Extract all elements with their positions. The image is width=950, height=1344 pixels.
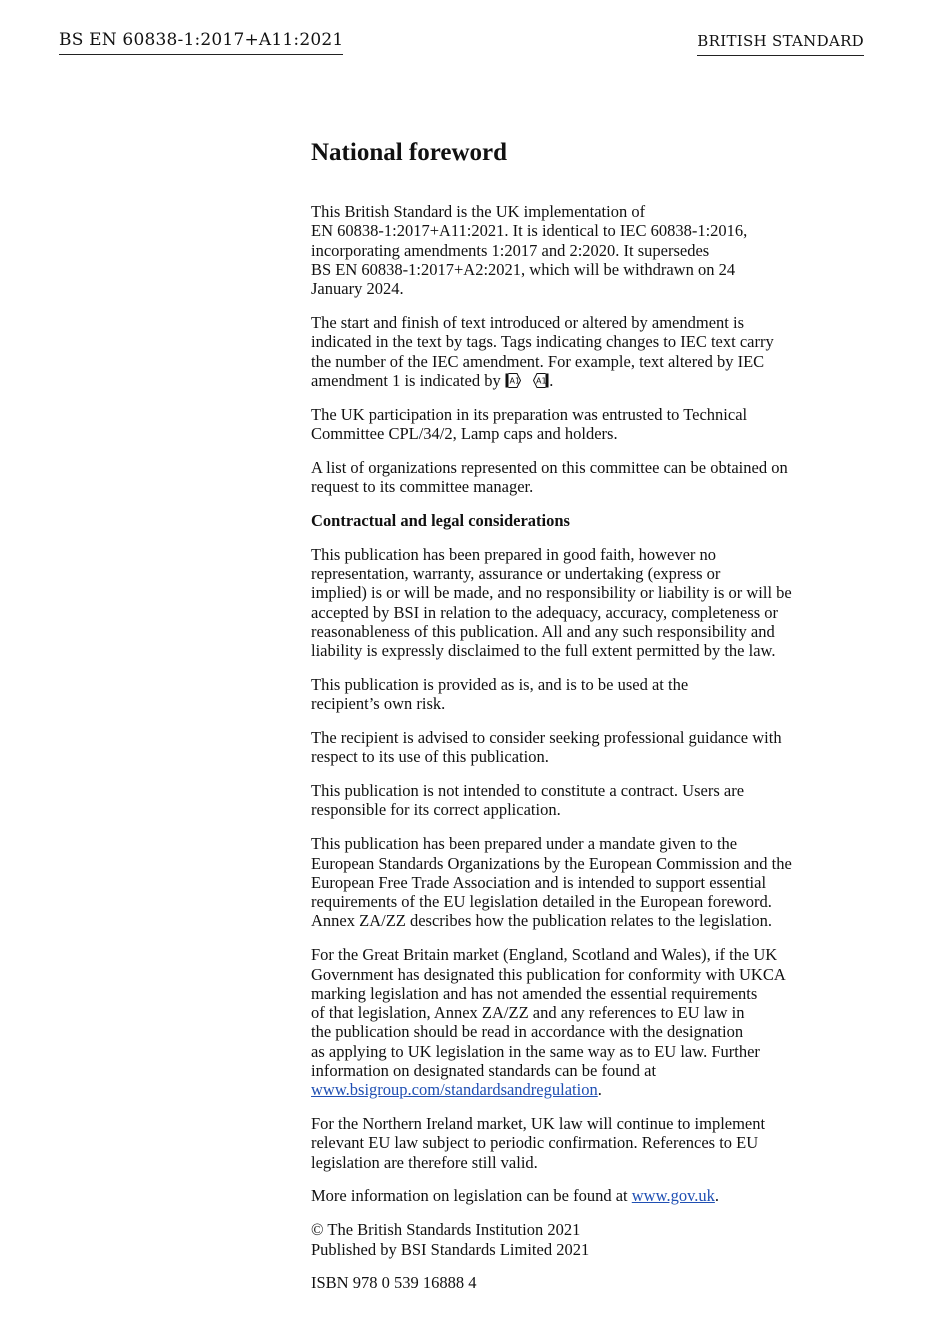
amendment-text: amendment 1 is indicated by — [311, 370, 505, 390]
text-line: representation, warranty, assurance or undertaking (express or — [311, 563, 721, 583]
text-line: BS EN 60838-1:2017+A2:2021, which will be withdrawn on 24 — [311, 259, 736, 279]
text-line: The start and finish of text introduced or altered by amendment is — [311, 312, 744, 332]
text-line: responsible for its correct application. — [311, 800, 561, 820]
paragraph-northern-ireland — [311, 1114, 866, 1172]
text-line: Annex ZA/ZZ describes how the publication relates to the legislation. — [311, 911, 772, 931]
copyright-line: © The British Standards Institution 2021 — [311, 1220, 581, 1240]
text-line: European Free Trade Association and is intended to support essential — [311, 872, 767, 892]
text-line — [311, 371, 866, 390]
gov-uk-link[interactable]: www.gov.uk — [631, 1186, 715, 1206]
text-line: information on designated standards can be found at — [311, 1060, 657, 1080]
text-line: This publication is not intended to constitute a contract. Users are — [311, 781, 745, 801]
text-line: of that legislation, Annex ZA/ZZ and any references to EU law in — [311, 1003, 745, 1023]
text-line: Government has designated this publication for conformity with UKCA — [311, 964, 786, 984]
link-end: . — [714, 1186, 719, 1206]
paragraph-mandate — [311, 834, 866, 930]
text-line: This publication has been prepared in good faith, however no — [311, 544, 717, 564]
amendment-end: . — [549, 370, 554, 390]
text-line: liability is expressly disclaimed to the full extent permitted by the law. — [311, 641, 776, 661]
paragraph-participation — [311, 405, 866, 444]
link-end: . — [597, 1080, 602, 1100]
header-series: BRITISH STANDARD — [697, 32, 864, 56]
text-line: legislation are therefore still valid. — [311, 1152, 538, 1172]
text-line: reasonableness of this publication. All and any such responsibility and — [311, 621, 775, 641]
text-line: marking legislation and has not amended the essential requirements — [311, 983, 758, 1003]
amendment-end-tag-icon — [533, 373, 549, 388]
copyright-block — [311, 1220, 866, 1259]
page-title: National foreword — [311, 139, 508, 166]
paragraph-not-contract — [311, 781, 866, 820]
paragraph-implementation — [311, 202, 866, 298]
paragraph-more-info — [311, 1186, 866, 1205]
text-line: For the Great Britain market (England, Scotland and Wales), if the UK — [311, 945, 778, 965]
amendment-start-tag-icon — [505, 373, 521, 388]
text-line — [311, 1080, 866, 1099]
text-line: requirements of the EU legislation detailed in the European foreword. — [311, 892, 772, 912]
text-line: relevant EU law subject to periodic confirmation. References to EU — [311, 1133, 759, 1153]
text-line: January 2024. — [311, 279, 404, 299]
text-line: A list of organizations represented on this committee can be obtained on — [311, 457, 788, 477]
more-info-text: More information on legislation can be found at — [311, 1186, 632, 1206]
paragraph-guidance — [311, 728, 866, 767]
text-line: This publication is provided as is, and is to be used at the — [311, 674, 689, 694]
paragraph-good-faith — [311, 545, 866, 661]
text-line: request to its committee manager. — [311, 477, 534, 497]
end-tag-label: A1 — [536, 376, 547, 386]
text-line: EN 60838-1:2017+A11:2021. It is identical to IEC 60838-1:2016, — [311, 221, 748, 241]
paragraph-great-britain — [311, 945, 866, 1099]
text-line: This publication has been prepared under a mandate given to the — [311, 834, 738, 854]
text-line: recipient’s own risk. — [311, 694, 446, 714]
text-line: Committee CPL/34/2, Lamp caps and holders. — [311, 423, 618, 443]
text-line: European Standards Organizations by the European Commission and the — [311, 853, 792, 873]
section-heading-contractual: Contractual and legal considerations — [311, 510, 570, 530]
text-line: The UK participation in its preparation was entrusted to Technical — [311, 404, 748, 424]
text-line: the publication should be read in accordance with the designation — [311, 1022, 744, 1042]
isbn: ISBN 978 0 539 16888 4 — [311, 1273, 477, 1293]
publisher-line: Published by BSI Standards Limited 2021 — [311, 1239, 590, 1259]
text-line: implied) is or will be made, and no responsibility or liability is or will be — [311, 583, 792, 603]
header-document-id: BS EN 60838-1:2017+A11:2021 — [59, 30, 343, 55]
text-line: This British Standard is the UK implementation of — [311, 202, 646, 221]
bsigroup-link[interactable]: www.bsigroup.com/standardsandregulation — [311, 1080, 598, 1100]
text-line: The recipient is advised to consider seeking professional guidance with — [311, 728, 782, 748]
text-line: respect to its use of this publication. — [311, 747, 549, 767]
paragraph-organizations — [311, 458, 866, 497]
document-body — [311, 138, 866, 1307]
text-line — [311, 1186, 866, 1205]
text-line: as applying to UK legislation in the same way as to EU law. Further — [311, 1041, 760, 1061]
text-line: For the Northern Ireland market, UK law will continue to implement — [311, 1114, 766, 1134]
text-line: the number of the IEC amendment. For example, text altered by IEC — [311, 351, 765, 371]
text-line: accepted by BSI in relation to the adequacy, accuracy, completeness or — [311, 602, 778, 622]
paragraph-own-risk — [311, 675, 866, 714]
paragraph-amendment-tags — [311, 313, 866, 390]
start-tag-label: A1 — [509, 376, 520, 386]
text-line: incorporating amendments 1:2017 and 2:2020. It supersedes — [311, 240, 710, 260]
text-line: indicated in the text by tags. Tags indicating changes to IEC text carry — [311, 332, 774, 352]
